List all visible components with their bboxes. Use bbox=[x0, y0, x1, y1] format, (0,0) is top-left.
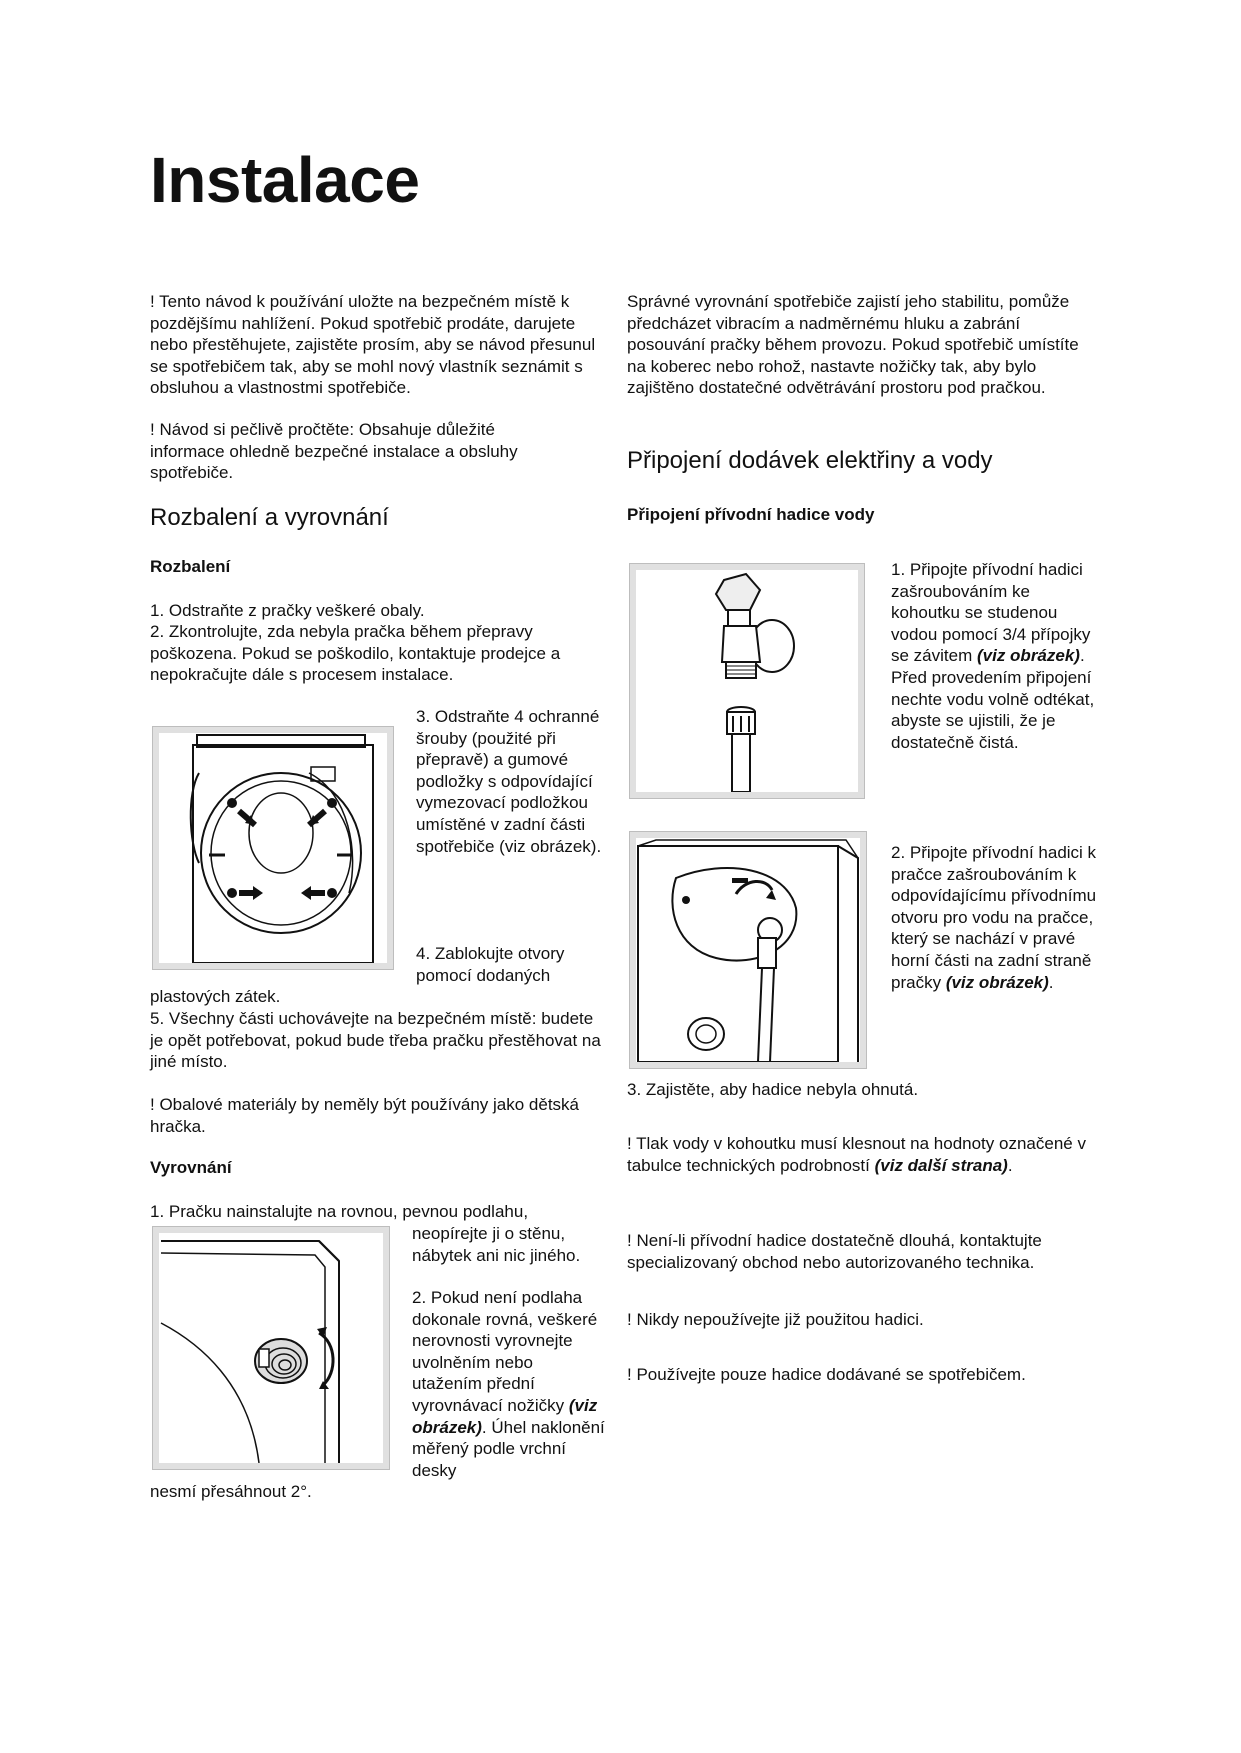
supplied-hose-warning: ! Používejte pouze hadice dodávané se spotřebičem. bbox=[627, 1365, 1026, 1384]
hose-step2 bbox=[891, 842, 1097, 993]
hose-heading: Připojení přívodní hadice vody bbox=[627, 505, 875, 524]
left-intro2: ! Návod si pečlivě pročtěte: Obsahuje důležité informace ohledně bezpečné instalace a obsluhy spotřebiče. bbox=[150, 420, 518, 483]
section-heading-connections: Připojení dodávek elektřiny a vody bbox=[627, 447, 993, 474]
unpack-step5: 5. Všechny části uchovávejte na bezpečném místě: budete je opět potřebovat, pokud bude třeba pračku přestěhovat na jiné místo. bbox=[150, 1009, 601, 1072]
hose-step2-ref: (viz obrázek) bbox=[945, 972, 1049, 992]
pressure-warning-ref: (viz další strana) bbox=[874, 1155, 1008, 1175]
washing-machine-back-bolts-icon bbox=[159, 733, 387, 963]
left-intro1: ! Tento návod k používání uložte na bezpečném místě k pozdějšímu nahlížení. Pokud spotřebič prodáte, darujete nebo přestěhujete, zajistěte prosím, aby se návod přesunul se spotřebičem tak, aby se mohl nový vlastník seznámit s obsluhou a vlastnostmi spotřebiče. bbox=[150, 292, 596, 398]
level-heading: Vyrovnání bbox=[150, 1158, 232, 1177]
leveling-note: Správné vyrovnání spotřebiče zajistí jeho stabilitu, pomůže předcházet vibracím a nadměrnému hluku a zabrání posouvání pračky během provozu. Pokud spotřebič umístíte na koberec nebo rohož, nastavte nožičky tak, aby bylo zajištěno dostatečné odvětrávání prostoru pod pračkou. bbox=[627, 292, 1079, 398]
length-warning: ! Není-li přívodní hadice dostatečně dlouhá, kontaktujte specializovaný obchod nebo autorizovaného technika. bbox=[627, 1231, 1042, 1272]
hose-step1-text: 1. Připojte přívodní hadici zašroubováním ke kohoutku se studenou vodou pomocí 3/4 přípojky se závitem bbox=[891, 560, 1091, 666]
hose-step2-text: 2. Připojte přívodní hadici k pračce zašroubováním k odpovídajícímu přívodnímu otvoru pro vodu na pračce, který se nachází v pravé horní části na zadní straně pračky bbox=[891, 843, 1097, 992]
hose-step1 bbox=[891, 559, 1097, 753]
figure-back-panel bbox=[152, 726, 394, 970]
level-step2 bbox=[412, 1287, 606, 1481]
hose-step1-rest: . bbox=[1079, 646, 1085, 666]
pressure-warning-text: ! Tlak vody v kohoutku musí klesnout na hodnoty označené v tabulce technických podrobností bbox=[627, 1134, 1086, 1175]
leveling-foot-icon bbox=[159, 1233, 383, 1463]
machine-water-inlet-icon bbox=[636, 838, 860, 1062]
hose-step2-rest: . bbox=[1048, 972, 1054, 992]
pressure-warning-rest: . bbox=[1007, 1155, 1013, 1175]
used-hose-warning: ! Nikdy nepoužívejte již použitou hadici. bbox=[627, 1310, 924, 1329]
hose-step3: 3. Zajistěte, aby hadice nebyla ohnutá. bbox=[627, 1080, 919, 1099]
pressure-warning bbox=[627, 1133, 1097, 1176]
section-heading-unpack-level: Rozbalení a vyrovnání bbox=[150, 504, 389, 531]
level-step1b: neopírejte ji o stěnu, nábytek ani nic jiného. bbox=[412, 1224, 581, 1265]
unpack-step1: 1. Odstraňte z pračky veškeré obaly. bbox=[150, 601, 425, 620]
tap-connector-icon bbox=[636, 570, 858, 792]
figure-machine-inlet bbox=[629, 831, 867, 1069]
level-step1a: 1. Pračku nainstalujte na rovnou, pevnou podlahu, bbox=[150, 1202, 529, 1221]
level-step2-ref: (viz obrázek) bbox=[412, 1395, 598, 1437]
figure-leveling-foot bbox=[152, 1226, 390, 1470]
level-step2-text: 2. Pokud není podlaha dokonale rovná, veškeré nerovnosti vyrovnejte uvolněním nebo utažením přední vyrovnávací nožičky bbox=[412, 1288, 598, 1415]
packaging-warning: ! Obalové materiály by neměly být používány jako dětská hračka. bbox=[150, 1095, 579, 1136]
unpack-step4b: plastových zátek. bbox=[150, 987, 281, 1006]
unpack-heading: Rozbalení bbox=[150, 557, 231, 576]
unpack-step3: 3. Odstraňte 4 ochranné šrouby (použité při přepravě) a gumové podložky s odpovídající vymezovací podložkou umístěné v zadní části spotřebiče (viz obrázek). bbox=[416, 707, 602, 856]
unpack-step4a: 4. Zablokujte otvory pomocí dodaných bbox=[416, 944, 565, 985]
page-title: Instalace bbox=[150, 144, 420, 216]
figure-tap-connector bbox=[629, 563, 865, 799]
level-step2-rest: . Úhel naklonění měřený podle vrchní desky bbox=[412, 1417, 605, 1480]
hose-step1-note: Před provedením připojení nechte vodu volně odtékat, abyste se ujistili, že je dostatečně čistá. bbox=[891, 667, 1095, 752]
hose-step1-ref: (viz obrázek) bbox=[976, 646, 1080, 666]
level-step2-end: nesmí přesáhnout 2°. bbox=[150, 1482, 312, 1501]
unpack-step2: 2. Zkontrolujte, zda nebyla pračka během přepravy poškozena. Pokud se poškodilo, kontaktuje prodejce a nepokračujte dále s procesem instalace. bbox=[150, 622, 561, 685]
